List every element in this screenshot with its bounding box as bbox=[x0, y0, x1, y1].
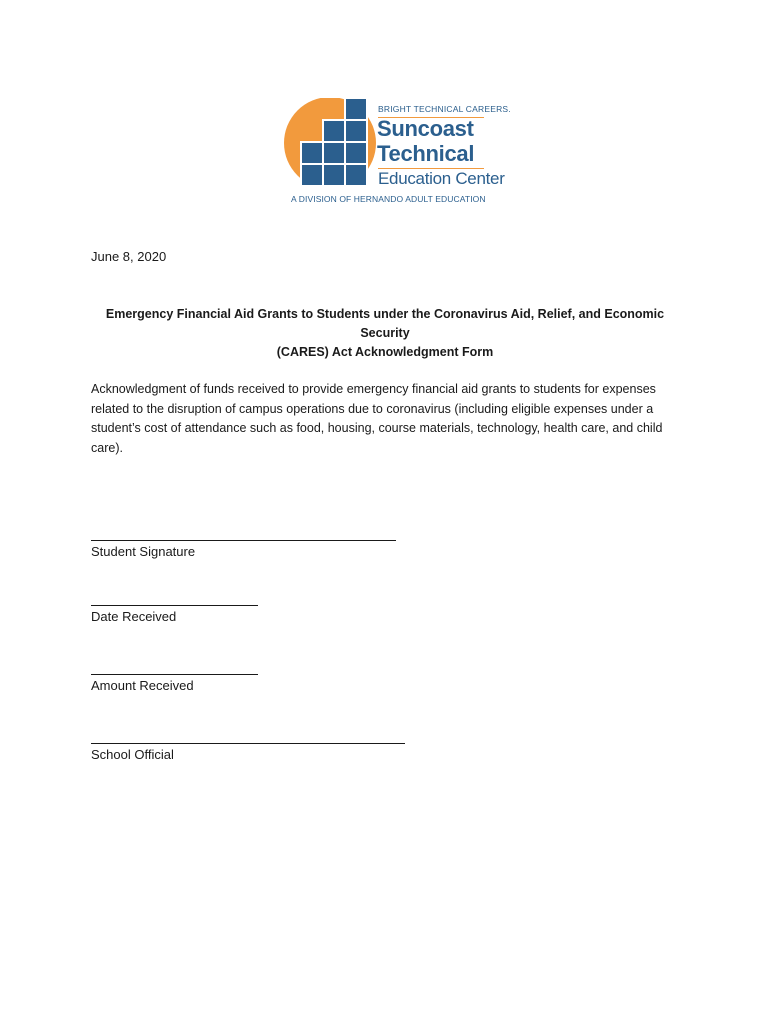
logo-name-line1: Suncoast bbox=[377, 116, 474, 141]
school-official-label: School Official bbox=[91, 747, 174, 762]
amount-received-label: Amount Received bbox=[91, 678, 194, 693]
document-title-line1: Emergency Financial Aid Grants to Students under the Coronavirus Aid, Relief, and Economic Security bbox=[105, 307, 665, 340]
logo-name-line2: Technical bbox=[377, 141, 475, 166]
acknowledgment-paragraph: Acknowledgment of funds received to provide emergency financial aid grants to students for expenses related to the disruption of campus operations due to coronavirus (including eligible expenses under a student’s cost of attendance such as food, housing, course materials, technology, health care, and child care). bbox=[91, 382, 663, 455]
document-title bbox=[80, 305, 690, 362]
logo-name-line3: Education Center bbox=[378, 169, 505, 188]
logo-tagline: BRIGHT TECHNICAL CAREERS. bbox=[378, 104, 511, 114]
logo-division-text: A DIVISION OF HERNANDO ADULT EDUCATION bbox=[291, 194, 486, 204]
school-logo bbox=[280, 98, 511, 208]
logo-sun-blocks-icon bbox=[280, 98, 380, 193]
student-signature-line[interactable] bbox=[91, 540, 396, 541]
school-official-line[interactable] bbox=[91, 743, 405, 744]
document-date: June 8, 2020 bbox=[91, 249, 167, 264]
date-received-label: Date Received bbox=[91, 609, 177, 624]
document-title-line2: (CARES) Act Acknowledgment Form bbox=[276, 345, 494, 359]
date-received-line[interactable] bbox=[91, 605, 258, 606]
student-signature-label: Student Signature bbox=[91, 544, 196, 559]
amount-received-line[interactable] bbox=[91, 674, 258, 675]
